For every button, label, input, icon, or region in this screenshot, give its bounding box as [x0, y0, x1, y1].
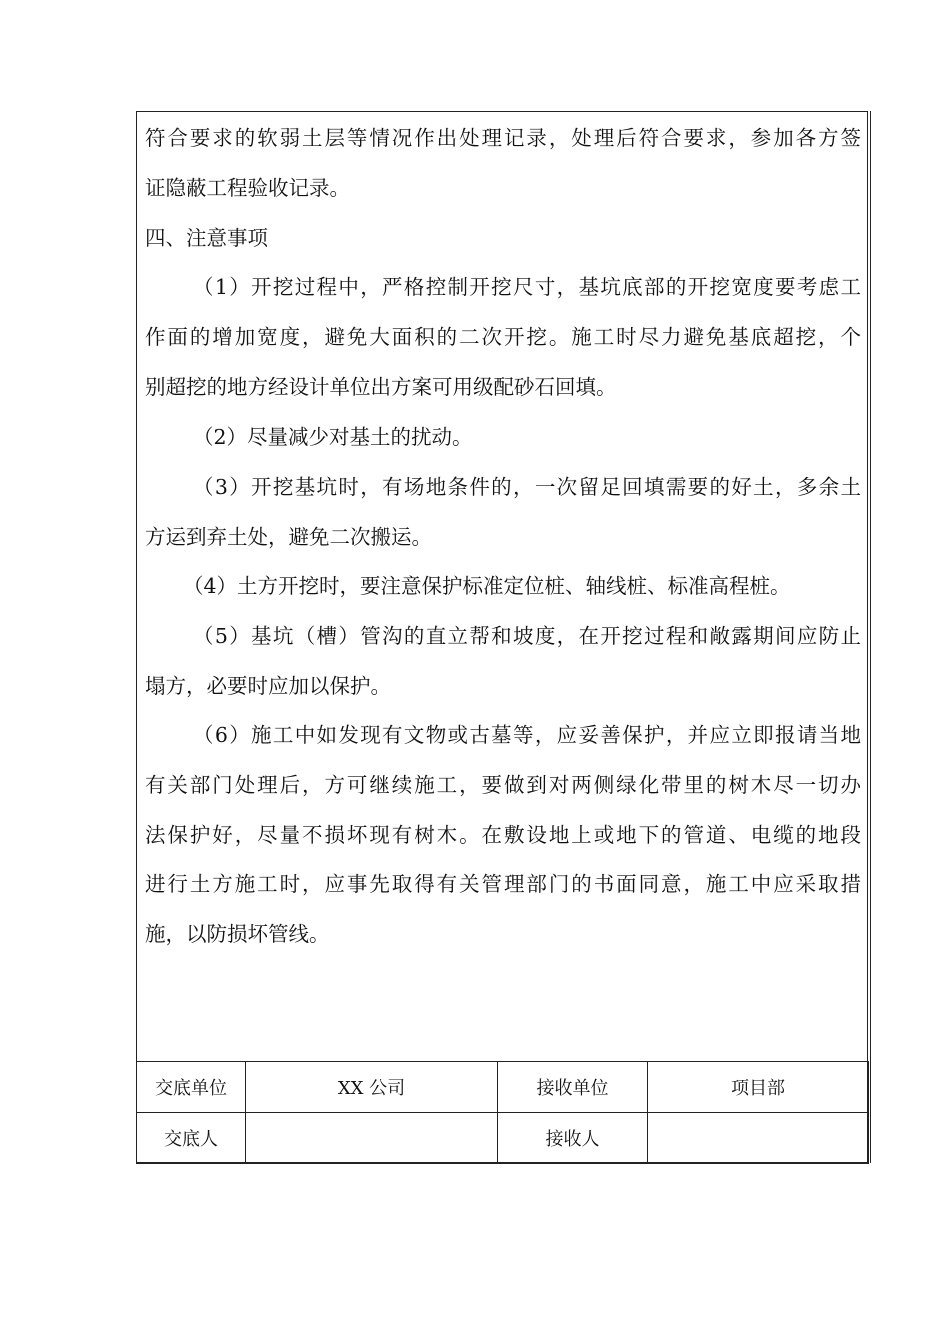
body-line: 方运到弃土处，避免二次搬运。	[145, 525, 432, 549]
table-row	[137, 1062, 869, 1113]
body-line: 塌方，必要时应加以保护。	[145, 674, 391, 698]
body-line: （6）施工中如发现有文物或古墓等，应妥善保护，并应立即报请当地	[193, 723, 861, 747]
receiver-value	[648, 1113, 869, 1164]
body-line: 施，以防损坏管线。	[145, 922, 330, 946]
issuing-unit-label: 交底单位	[137, 1062, 246, 1113]
body-line: 符合要求的软弱土层等情况作出处理记录，处理后符合要求，参加各方签	[145, 126, 861, 150]
receiving-unit-label: 接收单位	[498, 1062, 648, 1113]
issuing-unit-value: XX 公司	[246, 1062, 498, 1113]
body-line: （2）尽量减少对基土的扰动。	[193, 425, 473, 449]
body-line: 别超挖的地方经设计单位出方案可用级配砂石回填。	[145, 375, 617, 399]
body-line: 作面的增加宽度，避免大面积的二次开挖。施工时尽力避免基底超挖，个	[145, 325, 861, 349]
body-line: （5）基坑（槽）管沟的直立帮和坡度，在开挖过程和敞露期间应防止	[193, 624, 861, 648]
receiving-unit-value: 项目部	[648, 1062, 869, 1113]
table-row	[137, 1113, 869, 1164]
body-line: （3）开挖基坑时，有场地条件的，一次留足回填需要的好土，多余土	[193, 475, 861, 499]
issuer-label: 交底人	[137, 1113, 246, 1164]
body-line: （1）开挖过程中，严格控制开挖尺寸，基坑底部的开挖宽度要考虑工	[193, 275, 861, 299]
receiver-label: 接收人	[498, 1113, 648, 1164]
signoff-table	[136, 1061, 869, 1164]
body-line: 有关部门处理后，方可继续施工，要做到对两侧绿化带里的树木尽一切办	[145, 773, 861, 797]
body-line: （4）土方开挖时，要注意保护标准定位桩、轴线桩、标准高程桩。	[183, 574, 791, 598]
body-line: 证隐蔽工程验收记录。	[145, 176, 350, 200]
body-line: 法保护好，尽量不损坏现有树木。在敷设地上或地下的管道、电缆的地段	[145, 823, 861, 847]
body-line: 进行土方施工时，应事先取得有关管理部门的书面同意，施工中应采取措	[145, 872, 861, 896]
issuer-value	[246, 1113, 498, 1164]
document-frame	[136, 111, 868, 1163]
section-heading: 四、注意事项	[145, 226, 268, 250]
